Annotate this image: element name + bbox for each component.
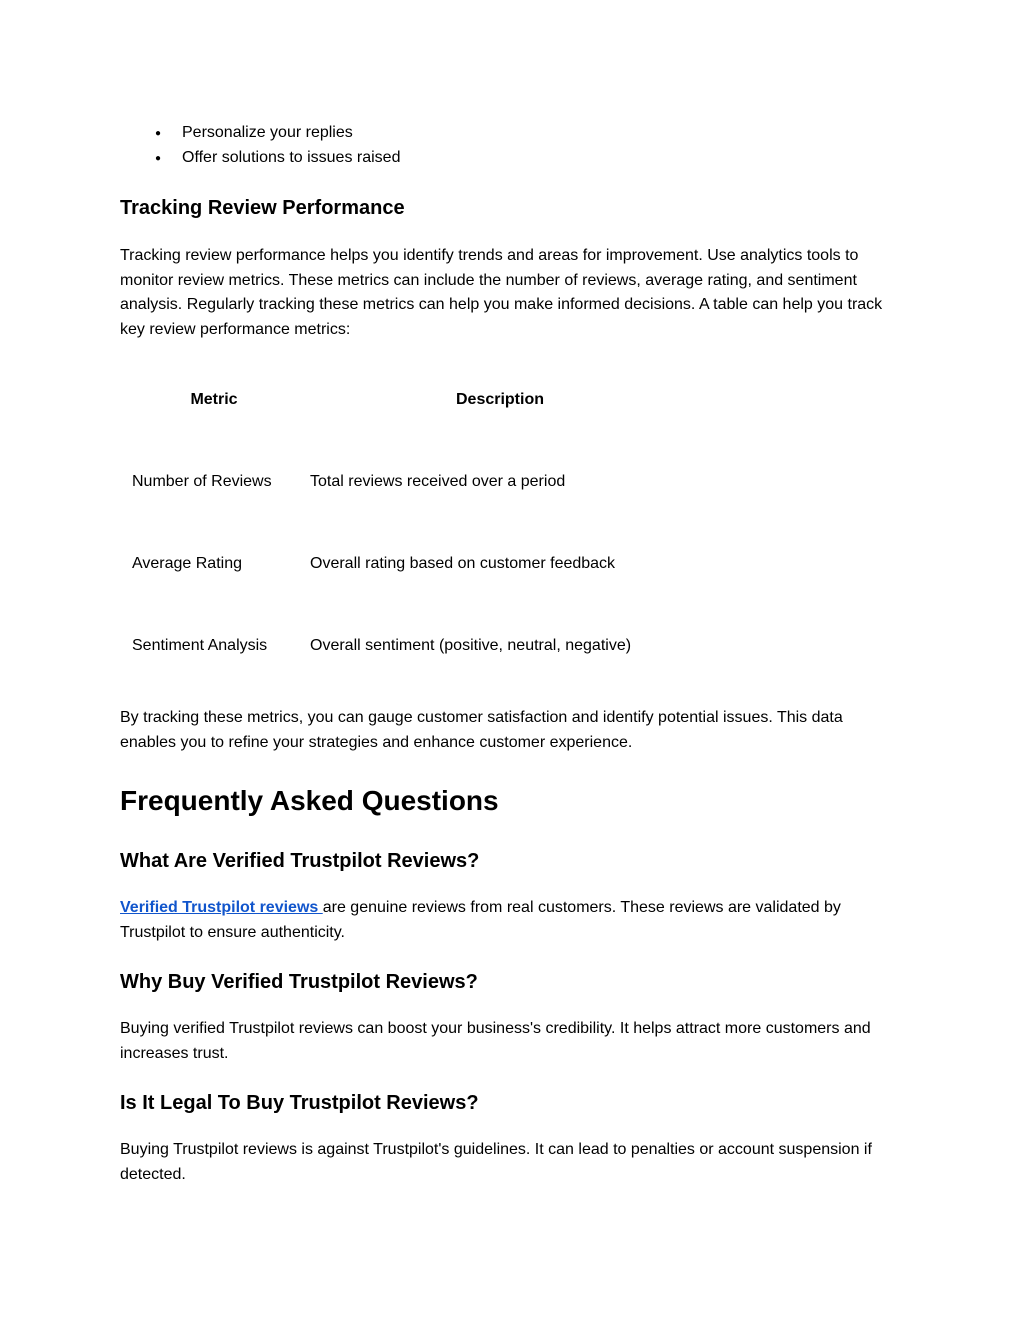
faq-answer-text: are genuine reviews from real customers. These reviews are validated by Trustpilot to ensure authenticity. [120,899,841,941]
bullet-icon: ● [155,128,162,139]
bullet-icon: ● [155,153,162,164]
bullet-list [120,120,900,170]
faq-question-why-buy-verified-reviews: Why Buy Verified Trustpilot Reviews? [120,971,478,993]
table-cell-description: Overall sentiment (positive, neutral, negative) [310,637,632,654]
list-item-text: Offer solutions to issues raised [182,149,401,166]
table-cell-description: Total reviews received over a period [310,473,566,490]
faq-title: Frequently Asked Questions [120,785,499,816]
tracking-summary-paragraph: By tracking these metrics, you can gauge customer satisfaction and identify potential issues. This data enables you to refine your strategies and enhance customer experience. [120,709,843,751]
table-row [125,441,697,523]
section-heading-tracking-review-performance: Tracking Review Performance [120,197,405,219]
table-header-row [125,359,697,441]
list-item-text: Personalize your replies [182,124,353,141]
faq-answer-why-buy-verified-reviews: Buying verified Trustpilot reviews can boost your business's credibility. It helps attract more customers and increases trust. [120,1020,871,1062]
table-cell-metric: Sentiment Analysis [132,637,268,654]
verified-trustpilot-reviews-link[interactable]: Verified Trustpilot reviews [120,899,323,916]
faq-question-is-it-legal: Is It Legal To Buy Trustpilot Reviews? [120,1092,479,1114]
table-row [125,523,697,605]
faq-answer-what-are-verified-reviews [120,896,890,945]
faq-question-what-are-verified-reviews: What Are Verified Trustpilot Reviews? [120,850,480,872]
table-row [125,605,697,687]
list-item [120,145,900,170]
faq-answer-is-it-legal: Buying Trustpilot reviews is against Trustpilot's guidelines. It can lead to penalties or account suspension if detected. [120,1141,872,1183]
table-cell-description: Overall rating based on customer feedback [310,555,616,572]
list-item [120,120,900,145]
table-cell-metric: Average Rating [132,555,242,572]
review-metrics-table [125,359,697,687]
table-header-metric: Metric [190,391,238,408]
tracking-intro-paragraph: Tracking review performance helps you identify trends and areas for improvement. Use analytics tools to monitor review metrics. These metrics can include the number of reviews, average rating, and sentiment analysis. Regularly tracking these metrics can help you make informed decisions. A table can help you track key review performance metrics: [120,247,883,338]
table-header-description: Description [455,391,544,408]
table-cell-metric: Number of Reviews [132,473,272,490]
